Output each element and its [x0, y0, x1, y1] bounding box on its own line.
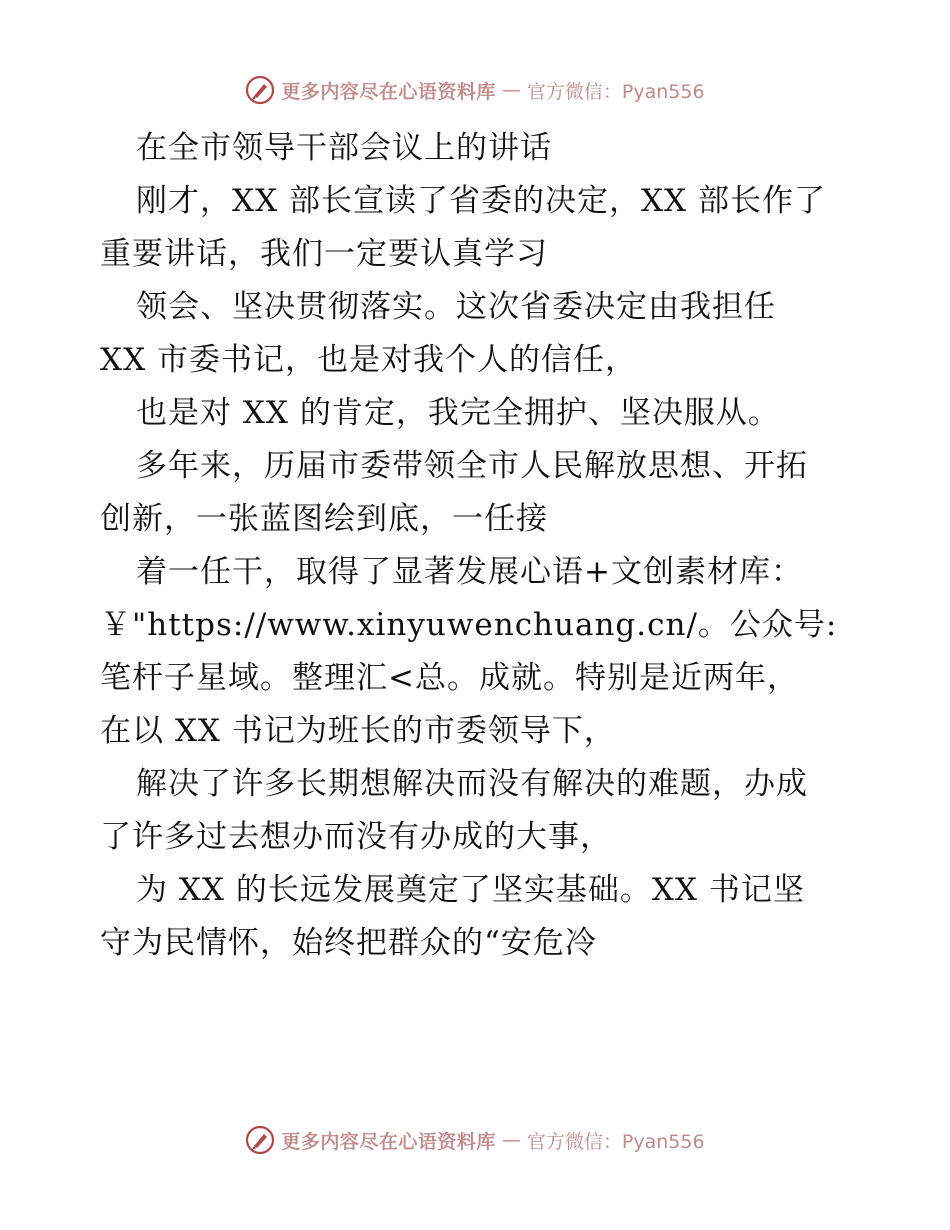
paragraph-line: 着一任干，取得了显著发展心语+文创素材库：: [136, 554, 803, 590]
paragraph-line: 多年来，历届市委带领全市人民解放思想、开拓: [136, 448, 808, 484]
watermark-title: 更多内容尽在心语资料库: [281, 1130, 496, 1153]
paragraph-line: 也是对 XX 的肯定，我完全拥护、坚决服从。: [136, 395, 780, 431]
watermark-footer: [0, 1122, 950, 1158]
paragraph-line: 笔杆子星域。整理汇<总。成就。特别是近两年，: [100, 660, 799, 696]
paragraph-line: 在以 XX 书记为班长的市委领导下，: [100, 713, 616, 749]
watermark-header: [0, 72, 950, 108]
quill-pen-icon: [245, 75, 275, 105]
watermark-title: 更多内容尽在心语资料库: [281, 80, 496, 103]
watermark-dash: —: [501, 79, 521, 101]
quill-pen-icon: [245, 1125, 275, 1155]
document-title: 在全市领导干部会议上的讲话: [136, 130, 552, 166]
paragraph-line: 领会、坚决贯彻落实。这次省委决定由我担任: [136, 289, 776, 325]
paragraph-line: 刚才，XX 部长宣读了省委的决定，XX 部长作了: [136, 183, 826, 219]
paragraph-line: 为 XX 的长远发展奠定了坚实基础。XX 书记坚: [136, 872, 805, 908]
paragraph-line: XX 市委书记，也是对我个人的信任，: [100, 342, 637, 378]
watermark-dash: —: [501, 1129, 521, 1151]
paragraph-line: 解决了许多长期想解决而没有解决的难题，办成: [136, 766, 808, 802]
paragraph-line: 重要讲话，我们一定要认真学习: [100, 236, 548, 272]
watermark-contact: 官方微信：Pyan556: [526, 80, 705, 103]
watermark-contact: 官方微信：Pyan556: [526, 1130, 705, 1153]
document-body: [100, 122, 860, 970]
paragraph-line: ￥"https://www.xinyuwenchuang.cn/。公众号:: [100, 607, 838, 643]
paragraph-line: 守为民情怀，始终把群众的“安危冷: [100, 925, 597, 961]
paragraph-line: 创新，一张蓝图绘到底，一任接: [100, 501, 548, 537]
paragraph-line: 了许多过去想办而没有办成的大事，: [100, 819, 612, 855]
